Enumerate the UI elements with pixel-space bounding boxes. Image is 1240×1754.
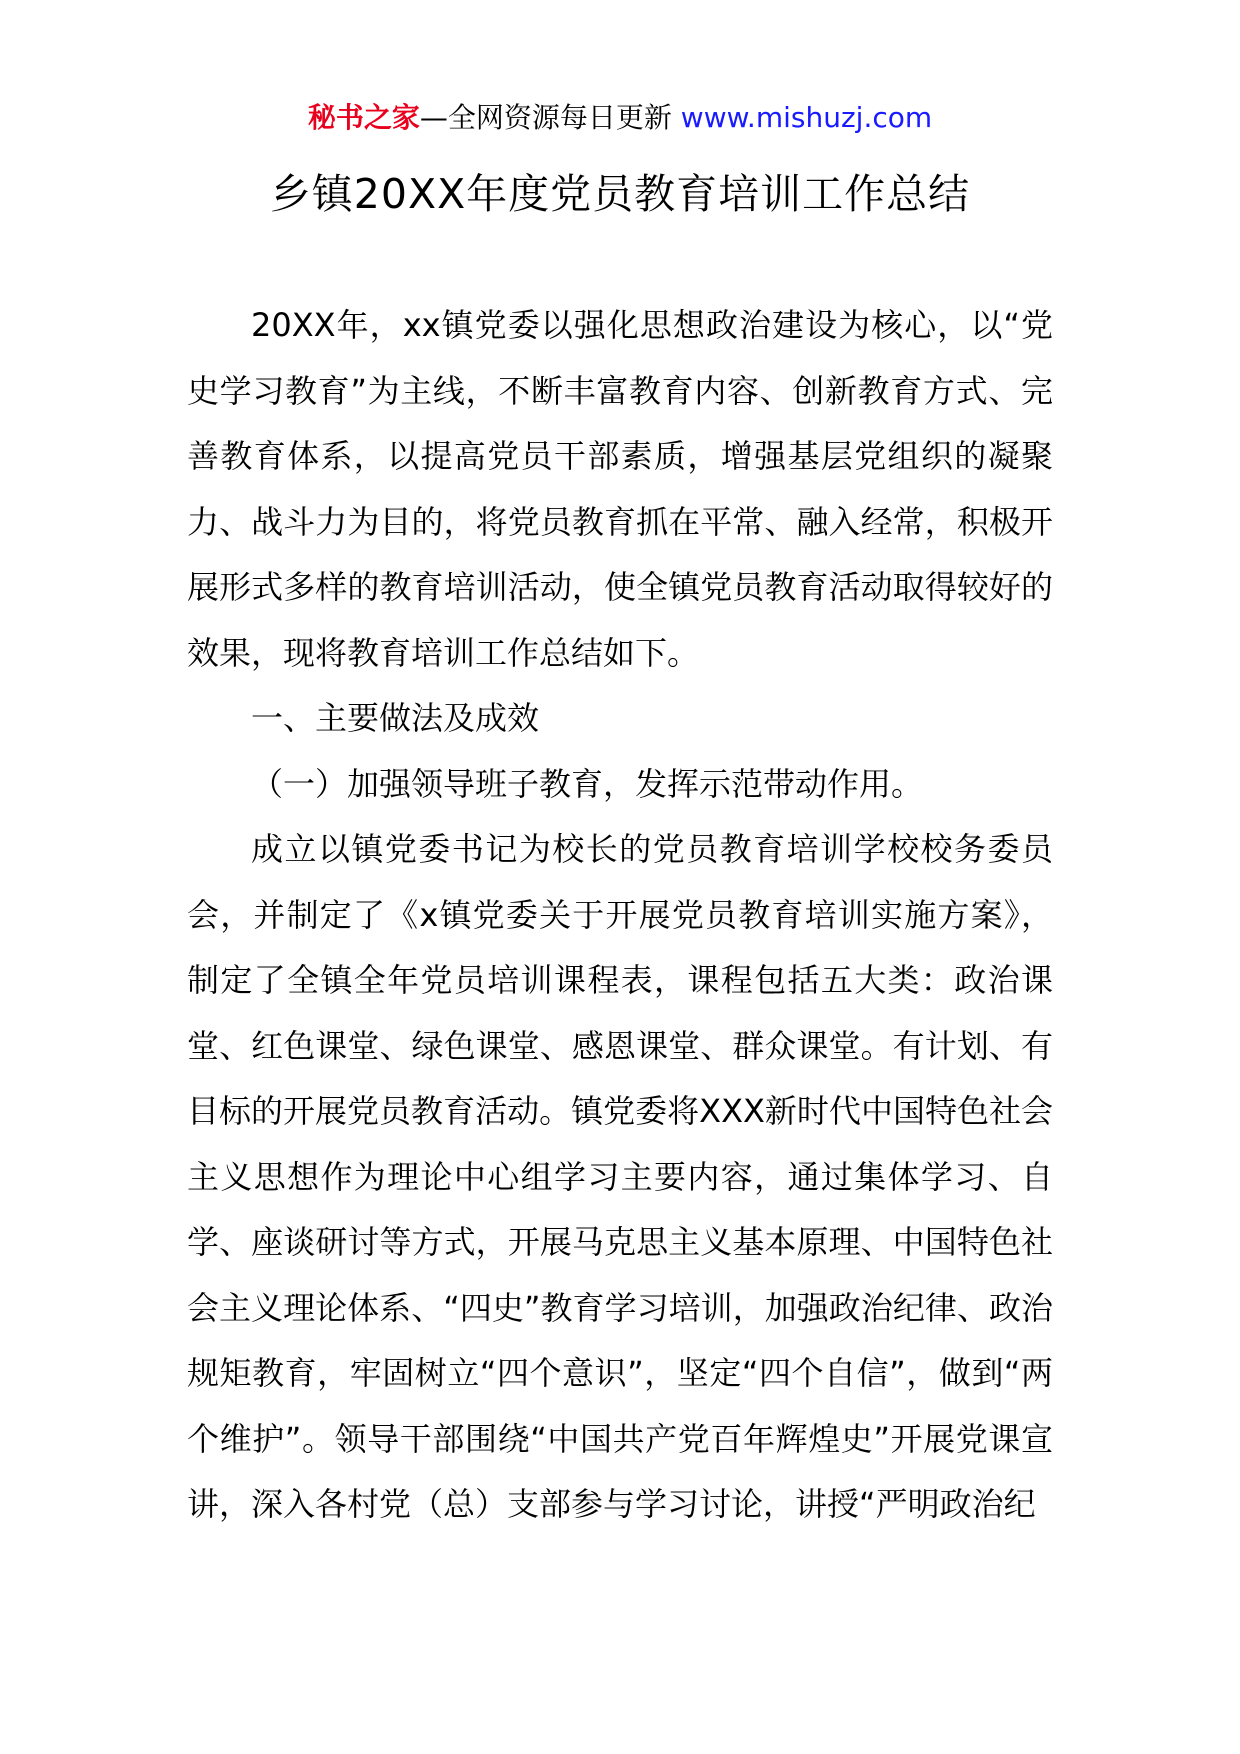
document-body [187,293,1053,1538]
subsection-heading: （一）加强领导班子教育，发挥示范带动作用。 [251,764,924,803]
intro-paragraph: 20XX年，xx镇党委以强化思想政治建设为核心，以“党史学习教育”为主线，不断丰富教育内容、创新教育方式、完善教育体系，以提高党员干部素质，增强基层党组织的凝聚力、战斗力为目的，将党员教育抓在平常、融入经常，积极开展形式多样的教育培训活动，使全镇党员教育活动取得较好的效果，现将教育培训工作总结如下。 [187,306,1053,672]
banner-tagline: —全网资源每日更新 [419,101,672,134]
section-heading: 一、主要做法及成效 [251,699,540,737]
website-link[interactable]: www.mishuzj.com [680,101,933,134]
brand-name: 秘书之家 [307,101,420,134]
body-paragraph: 成立以镇党委书记为校长的党员教育培训学校校务委员会，并制定了《x镇党委关于开展党员教育培训实施方案》，制定了全镇全年党员培训课程表，课程包括五大类：政治课堂、红色课堂、绿色课堂、感恩课堂、群众课堂。有计划、有目标的开展党员教育活动。镇党委将XXX新时代中国特色社会主义思想作为理论中心组学习主要内容，通过集体学习、自学、座谈研讨等方式，开展马克思主义基本原理、中国特色社会主义理论体系、“四史”教育学习培训，加强政治纪律、政治规矩教育，牢固树立“四个意识”，坚定“四个自信”，做到“两个维护”。领导干部围绕“中国共产党百年辉煌史”开展党课宣讲，深入各村党（总）支部参与学习讨论，讲授“严明政治纪 [187,830,1053,1523]
site-banner [0,100,1240,136]
document-title: 乡镇20XX年度党员教育培训工作总结 [269,170,971,218]
